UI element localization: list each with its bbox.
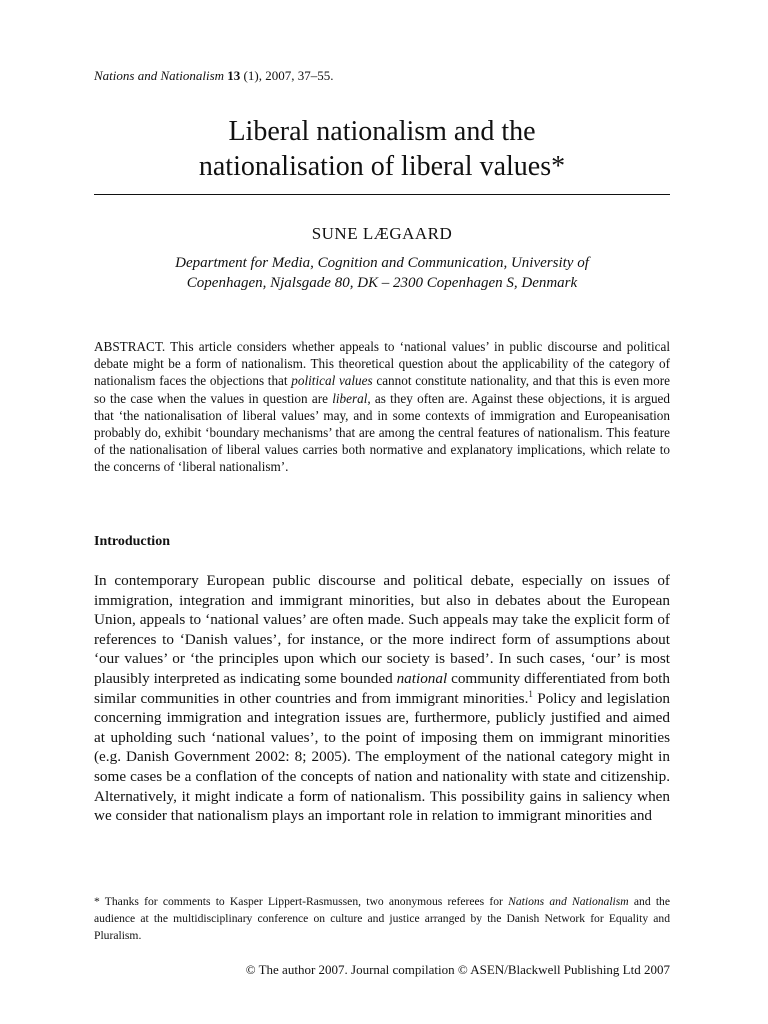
footnote-emphasis-1: Nations and Nationalism [508,895,629,908]
footnote-text-2: and the audience at the multidisciplinary conference on culture and justice arranged by the Danish Network for Equality and Pluralism. [94,895,670,942]
author-name: SUNE LÆGAARD [311,224,453,243]
title-line-1: Liberal nationalism and the [228,116,536,147]
footnote-reference[interactable]: 1 [528,688,533,699]
abstract-emphasis-2: liberal [332,390,368,406]
journal-issue-year-pages: (1), 2007, 37–55. [240,68,334,83]
body-text-1: In contemporary European public discourse and political debate, especially on issues of immigration, integration and immigrant minorities, but also in debates about the European Union, appeals to ‘national values’ are often made. Such appeals may take the explicit form of references to ‘Danish values’, for instance, or the more indirect form of assumptions about ‘our values’ or ‘the principles upon which our society is based’. In such cases, ‘our’ is most plausibly interpreted as indicating some bounded [94,572,670,687]
abstract [94,338,670,476]
affiliation-line-1: Department for Media, Cognition and Communication, University of [175,255,589,271]
abstract-text-2: cannot constitute nationality, and that this is even more so the case when the values in question are [94,373,670,406]
affiliation-line-2: Copenhagen, Njalsgade 80, DK – 2300 Copenhagen S, Denmark [186,275,578,291]
footnote [94,893,670,944]
title-line-2: nationalisation of liberal values* [198,151,566,182]
journal-volume: 13 [227,68,241,83]
body-text-2: community differentiated from both similar communities in other countries and from immigrant minorities. [94,669,670,707]
journal-reference [94,68,333,84]
body-emphasis-1: national [396,669,448,687]
abstract-emphasis-1: political values [291,373,373,389]
body-text-3: Policy and legislation concerning immigration and integration issues are, furthermore, publicly justified and aimed at upholding such ‘national values’, to the point of imposing them on immigrant minorities (e.g. Danish Government 2002: 8; 2005). The employment of the national category might in some cases be a conflation of the concepts of nation and nationality with state and citizenship. Alternatively, it might indicate a form of nationalism. This possibility gains in saliency when we consider that nationalism plays an important role in relation to immigrant minorities and [94,689,671,825]
section-heading: Introduction [94,534,170,549]
journal-name: Nations and Nationalism [94,68,225,83]
abstract-text-1: ABSTRACT. This article considers whether appeals to ‘national values’ in public discourse and political debate might be a form of nationalism. This theoretical question about the applicability of the category of nationalism faces the objections that [94,339,670,389]
abstract-text-3: , as they often are. Against these objections, it is argued that ‘the nationalisation of liberal values’ may, and in some contexts of immigration and Europeanisation probably do, exhibit ‘boundary mechanisms’ that are among the central features of nationalism. This feature of the nationalisation of liberal values carries both normative and explanatory implications, which relate to the concerns of ‘liberal nationalism’. [94,390,670,475]
paper-title [94,114,670,184]
copyright-line: © The author 2007. Journal compilation © ASEN/Blackwell Publishing Ltd 2007 [245,962,670,977]
title-rule [94,194,670,195]
body-paragraph [94,571,670,826]
footnote-text-1: * Thanks for comments to Kasper Lippert-Rasmussen, two anonymous referees for [94,895,509,908]
author-affiliation [94,253,670,293]
